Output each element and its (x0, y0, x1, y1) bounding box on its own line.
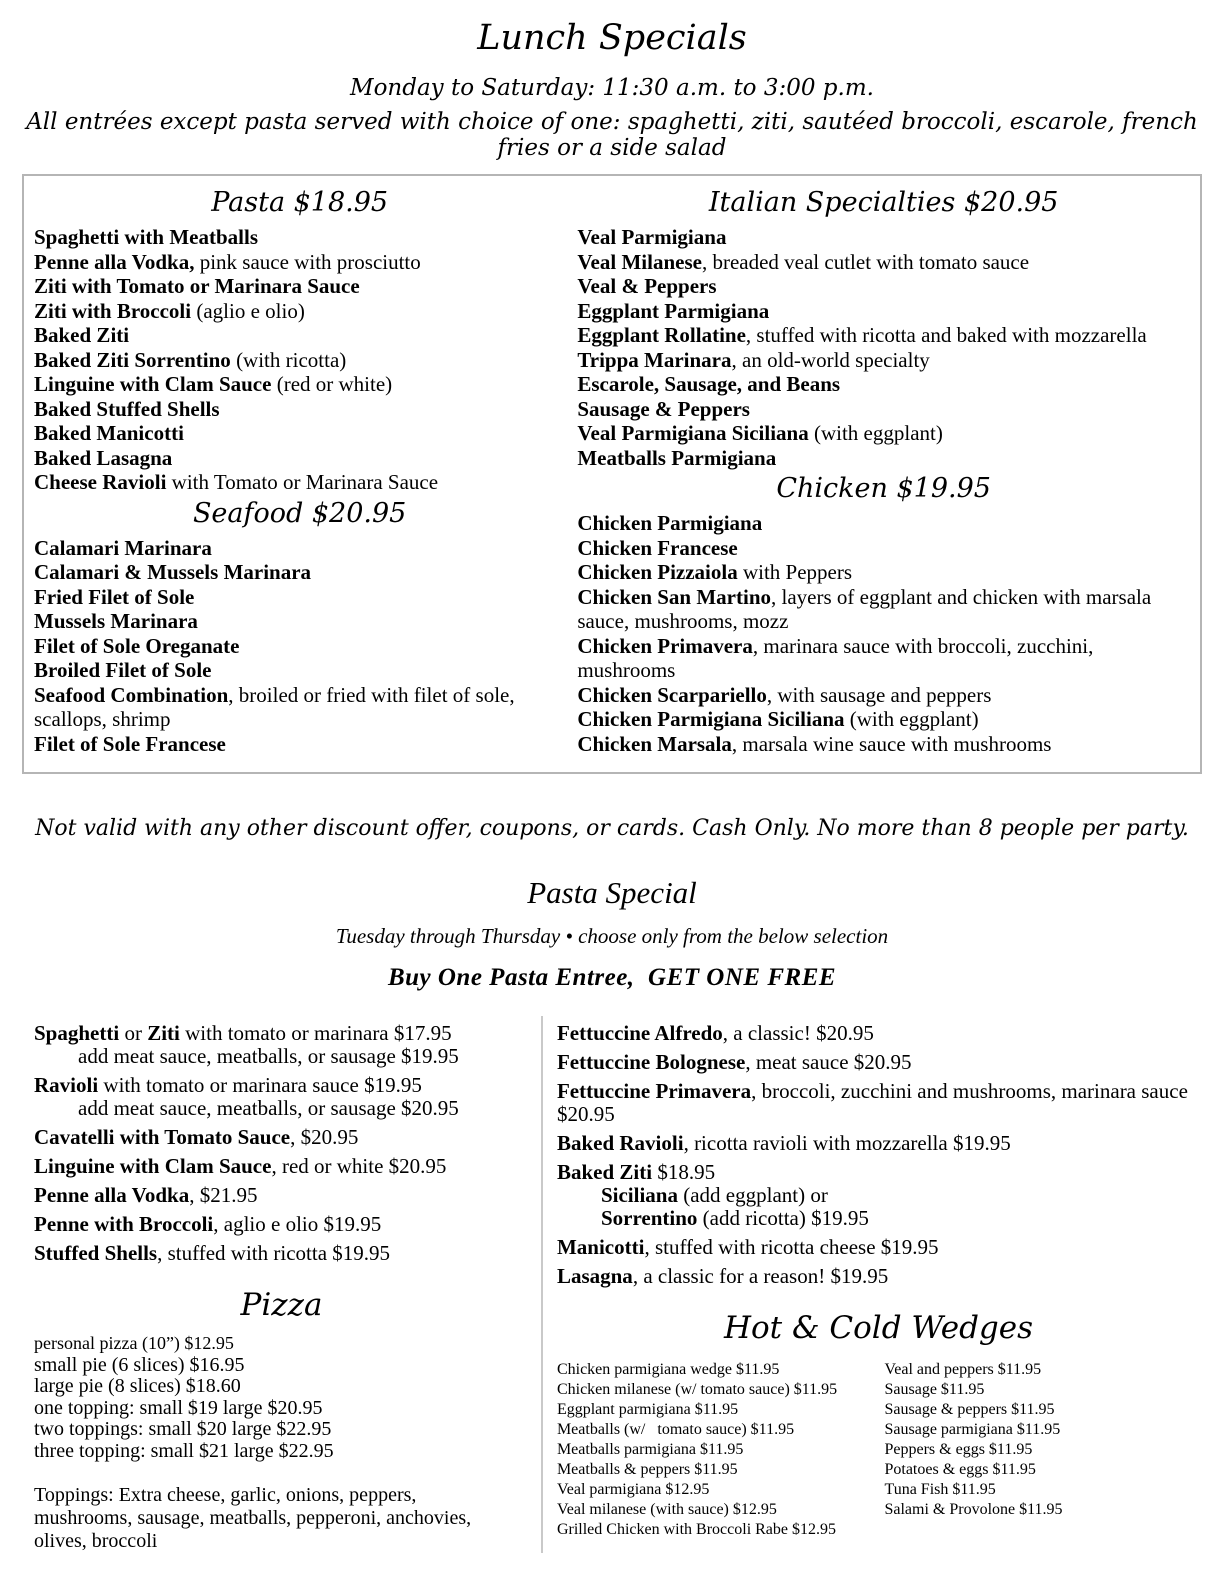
menu-item: Tuna Fish $11.95 (884, 1481, 996, 1498)
menu-item: Chicken Pizzaiola with Peppers (577, 560, 853, 584)
menu-item: Fettuccine Alfredo, a classic! $20.95 (556, 1021, 874, 1045)
menu-section (34, 187, 565, 495)
menu-item: Chicken parmigiana wedge $11.95 (556, 1361, 780, 1378)
menu-item: Chicken San Martino, layers of eggplant and chicken with marsala sauce, mushrooms, mozz (577, 584, 1157, 633)
menu-item: Sorrentino (add ricotta) $19.95 (600, 1206, 869, 1230)
pasta-special-left-list (34, 1022, 529, 1265)
menu-item: Baked Ziti Sorrentino (with ricotta) (34, 347, 347, 372)
menu-section (577, 187, 1190, 470)
menu-item: Mussels Marinara (34, 609, 198, 633)
menu-item: Chicken Scarpariello, with sausage and peppers (577, 682, 992, 707)
menu-item: Ziti with Tomato or Marinara Sauce (34, 274, 360, 298)
pasta-special-offer: Buy One Pasta Entree, GET ONE FREE (387, 964, 837, 991)
hours-line: Monday to Saturday: 11:30 a.m. to 3:00 p.m. (350, 75, 874, 101)
pizza-toppings: Toppings: Extra cheese, garlic, onions, peppers, mushrooms, sausage, meatballs, pepperoni, anchovies, olives, broccoli (34, 1484, 472, 1552)
menu-item: Stuffed Shells, stuffed with ricotta $19.95 (34, 1241, 391, 1265)
pasta-special-subtitle: Tuesday through Thursday • choose only from the below selection (335, 924, 889, 948)
menu-item: Grilled Chicken with Broccoli Rabe $12.95 (556, 1521, 837, 1538)
menu-item: Seafood Combination, broiled or fried with filet of sole, scallops, shrimp (34, 682, 520, 731)
menu-item: Chicken Marsala, marsala wine sauce with mushrooms (577, 731, 1052, 756)
menu-item: Chicken Parmigiana (577, 511, 763, 535)
menu-item: Chicken Primavera, marinara sauce with broccoli, zucchini, mushrooms (577, 633, 1099, 682)
page-title: Lunch Specials (477, 18, 747, 58)
menu-item: Chicken Francese (577, 535, 738, 560)
menu-item: add meat sauce, meatballs, or sausage $19.95 (78, 1044, 459, 1068)
menu-item: Manicotti, stuffed with ricotta cheese $19.95 (556, 1235, 939, 1259)
wedges-columns (557, 1360, 1200, 1540)
menu-item: Ravioli with tomato or marinara sauce $19.95 (34, 1073, 422, 1097)
wedges-section (557, 1310, 1200, 1540)
section-title: Italian Specialties $20.95 (708, 187, 1059, 218)
menu-item: Meatballs parmigiana $11.95 (556, 1441, 744, 1458)
menu-item: Penne alla Vodka, $21.95 (34, 1183, 258, 1207)
pasta-special-title: Pasta Special (527, 875, 697, 910)
menu-item: Penne with Broccoli, aglio e olio $19.95 (34, 1212, 382, 1236)
menu-item: Cavatelli with Tomato Sauce, $20.95 (34, 1125, 359, 1149)
menu-item: Veal and peppers $11.95 (884, 1361, 1042, 1378)
menu-item: Ziti with Broccoli (aglio e olio) (34, 298, 305, 323)
menu-item: Veal Parmigiana Siciliana (with eggplant) (577, 421, 943, 445)
entree-box-right-column (577, 184, 1190, 756)
menu-item: Sausage $11.95 (884, 1381, 985, 1398)
menu-item: Eggplant Rollatine, stuffed with ricotta and baked with mozzarella (577, 323, 1147, 347)
menu-item: Salami & Provolone $11.95 (884, 1501, 1063, 1518)
wedges-col-2 (878, 1360, 1200, 1540)
pizza-section (34, 1287, 529, 1553)
menu-item: Spaghetti or Ziti with tomato or marinara $17.95 (34, 1021, 452, 1045)
menu-item: Filet of Sole Francese (34, 731, 226, 756)
menu-item: Linguine with Clam Sauce, red or white $20.95 (34, 1154, 447, 1178)
entree-box-left-column (34, 184, 577, 756)
menu-item: Meatballs & peppers $11.95 (556, 1461, 738, 1478)
menu-item: Spaghetti with Meatballs (34, 225, 259, 249)
menu-item: Meatballs Parmigiana (577, 445, 777, 470)
entree-box (22, 174, 1202, 774)
pasta-special-right-list (557, 1022, 1200, 1288)
menu-item: Escarole, Sausage, and Beans (577, 372, 841, 396)
menu-item: Baked Manicotti (34, 421, 184, 445)
pizza-price-line: three topping: small $21 large $22.95 (34, 1439, 334, 1462)
pizza-price-list (34, 1333, 529, 1462)
menu-item: Baked Ziti (34, 323, 130, 347)
menu-item: Sausage & peppers $11.95 (884, 1401, 1055, 1418)
menu-item: Lasagna, a classic for a reason! $19.95 (556, 1264, 889, 1288)
menu-item: add meat sauce, meatballs, or sausage $20.95 (78, 1096, 459, 1120)
lower-left-column (20, 1016, 541, 1553)
section-title: Chicken $19.95 (776, 473, 991, 504)
menu-item: Eggplant Parmigiana (577, 298, 770, 323)
menu-item: Fettuccine Primavera, broccoli, zucchini and mushrooms, marinara sauce $20.95 (556, 1079, 1194, 1126)
menu-item: Sausage & Peppers (577, 396, 750, 421)
menu-item: Veal milanese (with sauce) $12.95 (556, 1501, 777, 1518)
wedges-col-1 (557, 1360, 879, 1540)
sides-note: All entrées except pasta served with choice of one: spaghetti, ziti, sautéed broccoli, escarole, french fries or a side salad (26, 109, 1198, 161)
menu-item: Potatoes & eggs $11.95 (884, 1461, 1036, 1478)
menu-item: Chicken milanese (w/ tomato sauce) $11.95 (556, 1381, 838, 1398)
menu-item: Calamari Marinara (34, 535, 212, 560)
menu-item: Baked Stuffed Shells (34, 396, 220, 421)
lower-columns (20, 1016, 1204, 1553)
menu-item: Veal Milanese, breaded veal cutlet with tomato sauce (577, 249, 1030, 274)
pizza-price-line: personal pizza (10”) $12.95 (34, 1333, 234, 1353)
menu-item: Fried Filet of Sole (34, 584, 195, 609)
menu-item: Baked Ziti $18.95 (556, 1160, 716, 1184)
menu-item: Veal parmigiana $12.95 (556, 1481, 710, 1498)
menu-section (577, 473, 1190, 756)
menu-item: Baked Ravioli, ricotta ravioli with mozzarella $19.95 (556, 1131, 1011, 1155)
menu-item: Fettuccine Bolognese, meat sauce $20.95 (556, 1050, 912, 1074)
pizza-price-line: large pie (8 slices) $18.60 (34, 1375, 241, 1397)
menu-item: Calamari & Mussels Marinara (34, 560, 312, 584)
section-title: Pasta $18.95 (211, 187, 389, 218)
menu-item: Veal & Peppers (577, 274, 717, 298)
section-title: Seafood $20.95 (192, 497, 407, 529)
menu-item: Meatballs (w/ tomato sauce) $11.95 (556, 1421, 795, 1438)
menu-item: Filet of Sole Oreganate (34, 633, 240, 658)
menu-item: Linguine with Clam Sauce (red or white) (34, 372, 393, 396)
menu-item: Sausage parmigiana $11.95 (884, 1421, 1061, 1438)
menu-item: Cheese Ravioli with Tomato or Marinara Sauce (34, 470, 439, 494)
menu-item: Eggplant parmigiana $11.95 (556, 1401, 739, 1418)
menu-section (34, 498, 565, 757)
pizza-title: Pizza (240, 1287, 323, 1323)
menu-page (16, 18, 1208, 1553)
pizza-price-line: one topping: small $19 large $20.95 (34, 1396, 323, 1419)
pizza-price-line: small pie (6 slices) $16.95 (34, 1353, 245, 1376)
menu-item: Trippa Marinara, an old-world specialty (577, 347, 930, 372)
menu-item: Peppers & eggs $11.95 (884, 1441, 1033, 1458)
menu-item: Siciliana (add eggplant) or (600, 1183, 828, 1207)
menu-item: Broiled Filet of Sole (34, 658, 212, 682)
menu-item: Chicken Parmigiana Siciliana (with eggplant) (577, 707, 979, 731)
disclaimer: Not valid with any other discount offer, coupons, or cards. Cash Only. No more than 8 people per party. (35, 816, 1189, 841)
menu-item: Penne alla Vodka, pink sauce with prosciutto (34, 249, 421, 274)
lower-right-column (543, 1016, 1204, 1553)
wedges-title: Hot & Cold Wedges (723, 1310, 1034, 1346)
menu-item: Veal Parmigiana (577, 225, 727, 249)
pizza-price-line: two toppings: small $20 large $22.95 (34, 1418, 332, 1440)
menu-item: Baked Lasagna (34, 445, 173, 470)
